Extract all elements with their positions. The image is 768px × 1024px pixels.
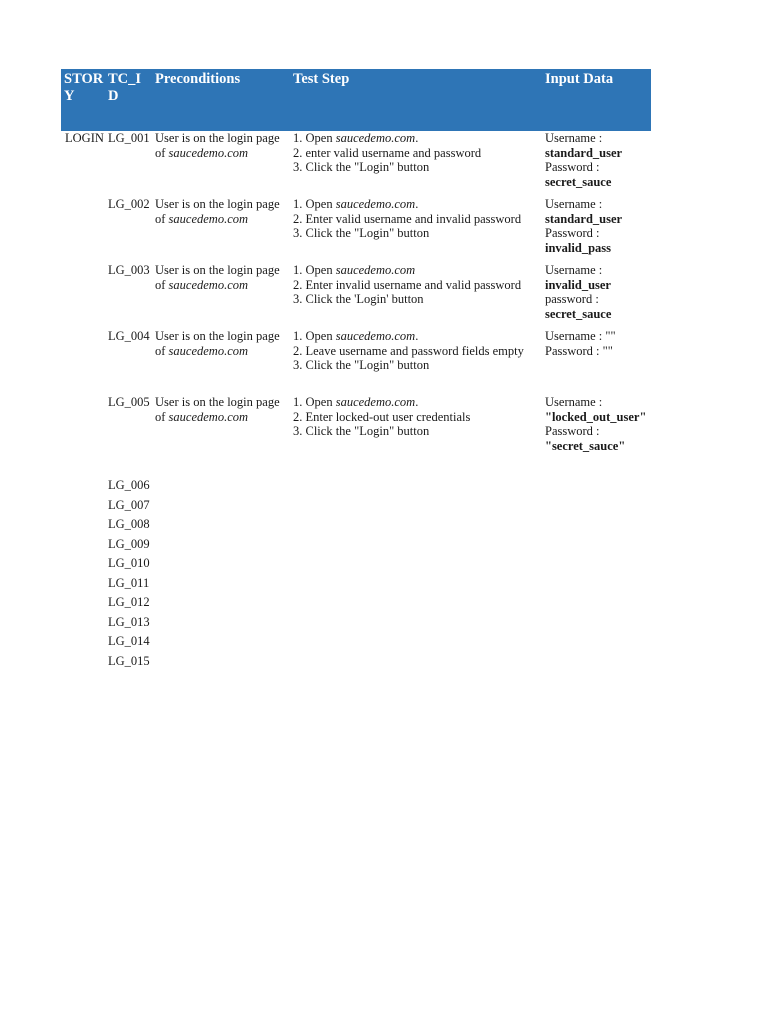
step-line1 — [293, 263, 521, 278]
step-line2: 2. Enter locked-out user credentials — [293, 409, 471, 424]
header-story-line2: Y — [64, 88, 75, 104]
pre-line1: User is on the login page — [155, 329, 280, 343]
pre-line1: User is on the login page — [155, 263, 280, 277]
input-pass-label: Password : — [545, 160, 600, 174]
tc-id-cell: LG_001 — [108, 131, 150, 145]
step-line1 — [293, 395, 470, 410]
step-line3: 3. Click the "Login" button — [293, 424, 430, 438]
step1-prefix: 1. Open — [293, 197, 336, 211]
input-pass-label: Password : "" — [545, 343, 613, 358]
header-tcid-line2: D — [108, 88, 119, 104]
step-line3: 3. Click the "Login" button — [293, 226, 430, 240]
test-step-cell — [293, 329, 524, 373]
tc-id-cell: LG_009 — [108, 536, 150, 551]
step1-site: saucedemo.com — [335, 329, 416, 343]
header-tcid-line1: TC_I — [108, 71, 142, 87]
pre-prefix: of — [155, 145, 169, 160]
tc-id-cell: LG_011 — [108, 575, 150, 590]
tc-id-cell: LG_013 — [108, 614, 150, 629]
input-data-cell — [545, 263, 611, 321]
input-pass-value: "secret_sauce" — [545, 438, 626, 453]
header-preconditions: Preconditions — [155, 71, 241, 87]
test-step-cell — [293, 395, 470, 439]
pre-site: saucedemo.com — [168, 145, 249, 160]
pre-line2 — [155, 344, 280, 359]
step1-site: saucedemo.com — [335, 263, 416, 277]
step1-prefix: 1. Open — [293, 263, 336, 277]
step1-suffix: . — [415, 395, 419, 409]
test-step-cell — [293, 197, 521, 241]
pre-prefix: of — [155, 343, 169, 358]
input-user-label: Username : — [545, 263, 603, 277]
input-user-label: Username : — [545, 131, 603, 145]
step1-site: saucedemo.com — [335, 395, 416, 409]
step-line2: 2. Leave username and password fields empty — [293, 343, 524, 358]
header-input-data: Input Data — [545, 71, 614, 87]
input-data-cell — [545, 395, 646, 453]
step-line2: 2. Enter invalid username and valid password — [293, 277, 522, 292]
table-header — [61, 69, 651, 131]
input-pass-value: invalid_pass — [545, 240, 612, 255]
input-user-value: "locked_out_user" — [545, 409, 647, 424]
step1-prefix: 1. Open — [293, 329, 336, 343]
pre-prefix: of — [155, 277, 169, 292]
step1-suffix: . — [415, 329, 419, 343]
pre-prefix: of — [155, 211, 169, 226]
pre-line2 — [155, 146, 280, 161]
tc-id-cell: LG_014 — [108, 634, 150, 648]
input-pass-label: Password : — [545, 424, 600, 438]
test-step-cell — [293, 263, 521, 307]
step1-site: saucedemo.com — [335, 197, 416, 211]
input-data-cell — [545, 329, 616, 358]
pre-line2 — [155, 278, 280, 293]
step-line1 — [293, 197, 521, 212]
test-step-cell — [293, 131, 481, 175]
preconditions-cell — [155, 263, 280, 292]
pre-line2 — [155, 410, 280, 425]
step-line3: 3. Click the "Login" button — [293, 160, 430, 174]
tc-id-cell: LG_007 — [108, 497, 150, 512]
step1-prefix: 1. Open — [293, 395, 336, 409]
input-user-label: Username : — [545, 197, 603, 211]
tc-id-cell: LG_010 — [108, 556, 150, 570]
step-line2: 2. enter valid username and password — [293, 145, 482, 160]
step1-site: saucedemo.com — [335, 131, 416, 145]
pre-site: saucedemo.com — [168, 409, 249, 424]
input-user-value: invalid_user — [545, 277, 611, 292]
header-test-step: Test Step — [293, 71, 350, 87]
input-user-label: Username : "" — [545, 329, 616, 343]
step-line2: 2. Enter valid username and invalid password — [293, 211, 522, 226]
input-pass-label: Password : — [545, 226, 600, 240]
preconditions-cell — [155, 197, 280, 226]
pre-site: saucedemo.com — [168, 343, 249, 358]
step-line1 — [293, 329, 524, 344]
pre-site: saucedemo.com — [168, 277, 249, 292]
tc-id-cell: LG_015 — [108, 653, 150, 668]
tc-id-cell: LG_008 — [108, 517, 150, 531]
step-line1 — [293, 131, 481, 146]
step-line3: 3. Click the 'Login' button — [293, 292, 424, 306]
header-story-line1: STOR — [64, 71, 104, 87]
tc-id-cell: LG_005 — [108, 395, 150, 409]
step-line3: 3. Click the "Login" button — [293, 358, 430, 372]
input-pass-label: password : — [545, 292, 599, 306]
input-pass-value: secret_sauce — [545, 306, 612, 321]
preconditions-cell — [155, 329, 280, 358]
preconditions-cell — [155, 131, 280, 160]
header-story — [64, 71, 108, 105]
input-data-cell — [545, 197, 622, 255]
header-tc-id — [108, 71, 148, 105]
tc-id-cell: LG_012 — [108, 595, 150, 609]
pre-line1: User is on the login page — [155, 197, 280, 211]
preconditions-cell — [155, 395, 280, 424]
input-data-cell — [545, 131, 622, 189]
tc-id-cell: LG_003 — [108, 263, 150, 277]
input-user-value: standard_user — [545, 211, 623, 226]
input-user-label: Username : — [545, 395, 603, 409]
step1-prefix: 1. Open — [293, 131, 336, 145]
tc-id-cell: LG_006 — [108, 478, 150, 492]
pre-line1: User is on the login page — [155, 131, 280, 145]
step1-suffix: . — [415, 131, 419, 145]
pre-line1: User is on the login page — [155, 395, 280, 409]
tc-id-cell: LG_002 — [108, 197, 150, 211]
pre-site: saucedemo.com — [168, 211, 249, 226]
story-cell: LOGIN — [65, 131, 104, 145]
tc-id-cell: LG_004 — [108, 329, 150, 343]
input-pass-value: secret_sauce — [545, 174, 612, 189]
input-user-value: standard_user — [545, 145, 623, 160]
pre-prefix: of — [155, 409, 169, 424]
step1-suffix: . — [415, 197, 419, 211]
pre-line2 — [155, 212, 280, 227]
